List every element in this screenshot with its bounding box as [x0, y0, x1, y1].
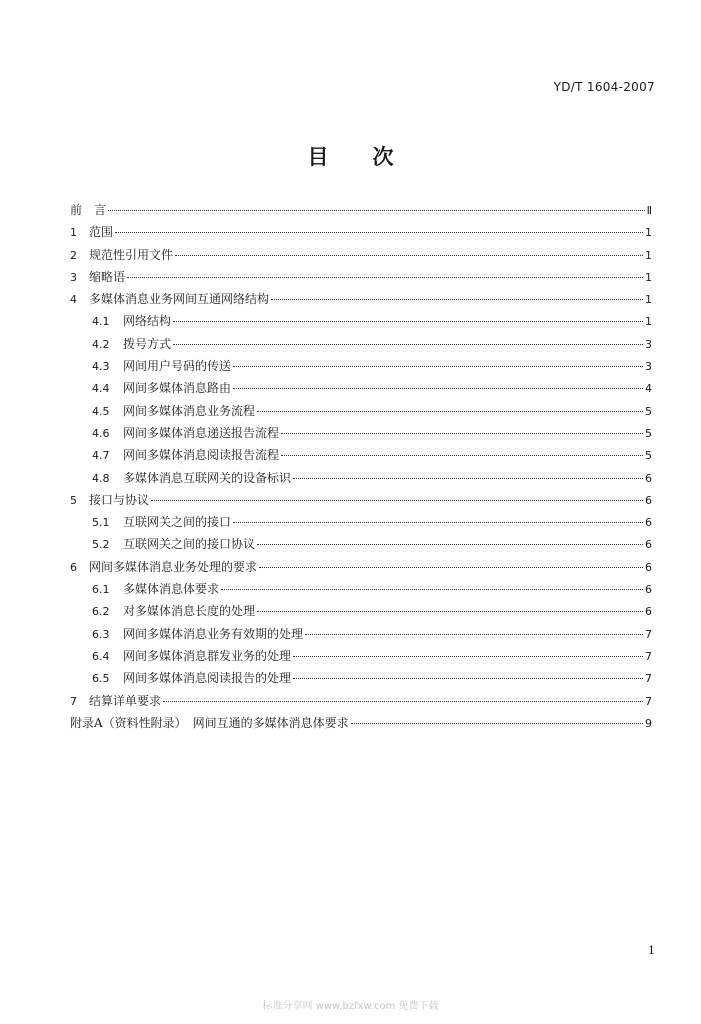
toc-entry[interactable]: [70, 580, 652, 602]
toc-entry-page: 3: [645, 360, 652, 374]
toc-entry-number: 4.2: [92, 337, 110, 351]
toc-entry-number: 6.1: [92, 583, 110, 597]
toc-entry[interactable]: [70, 268, 652, 290]
toc-entry-label: 网间多媒体消息业务处理的要求: [89, 559, 258, 574]
toc-entry[interactable]: [70, 558, 652, 580]
toc-entry[interactable]: [70, 669, 652, 691]
toc-entry-page: 1: [645, 270, 652, 284]
dot-leader: [293, 656, 643, 657]
toc-entry[interactable]: [70, 469, 652, 491]
toc-entry-label: 前 言: [70, 203, 107, 217]
toc-entry-page: Ⅱ: [646, 204, 652, 217]
toc-entry-label: 范围: [89, 225, 114, 240]
toc-entry-label: 结算详单要求: [89, 693, 162, 708]
toc-entry-page: 7: [645, 672, 652, 686]
toc-entry-number: 1: [70, 226, 77, 240]
dot-leader: [163, 701, 643, 702]
toc-entry[interactable]: [70, 602, 652, 624]
dot-leader: [281, 433, 643, 434]
dot-leader: [127, 277, 643, 278]
toc-entry-number: 4.1: [92, 315, 110, 329]
toc-entry-number: 4.5: [92, 404, 110, 418]
toc-entry-label: 网间多媒体消息递送报告流程: [123, 425, 280, 440]
toc-entry[interactable]: [70, 491, 652, 513]
toc-entry-label: 网间多媒体消息阅读报告流程: [123, 448, 280, 463]
toc-entry[interactable]: [70, 201, 652, 223]
toc-entry-page: 6: [645, 493, 652, 507]
dot-leader: [115, 232, 643, 233]
toc-entry-label: 缩略语: [89, 269, 126, 284]
toc-entry[interactable]: [70, 246, 652, 268]
toc-entry-page: 6: [645, 516, 652, 530]
toc-entry[interactable]: [70, 692, 652, 714]
toc-entry-label: 网间多媒体消息阅读报告的处理: [123, 671, 292, 686]
dot-leader: [259, 567, 643, 568]
toc-entry-label: 网间用户号码的传送: [123, 359, 232, 374]
toc-entry[interactable]: [70, 714, 652, 736]
dot-leader: [293, 478, 643, 479]
toc-entry[interactable]: [70, 312, 652, 334]
toc-entry-label: 网间多媒体消息业务流程: [123, 403, 256, 418]
toc-entry[interactable]: [70, 513, 652, 535]
toc-entry[interactable]: [70, 535, 652, 557]
toc-entry-number: 6.2: [92, 605, 110, 619]
toc-entry-label: 拨号方式: [123, 336, 172, 351]
toc-entry-label: 互联网关之间的接口: [123, 515, 232, 530]
toc-entry-number: 4.8: [92, 471, 110, 485]
dot-leader: [305, 634, 643, 635]
dot-leader: [293, 678, 643, 679]
dot-leader: [221, 589, 643, 590]
toc-entry-number: 3: [70, 270, 77, 284]
toc-entry-page: 6: [645, 471, 652, 485]
toc-entry-page: 7: [645, 627, 652, 641]
toc-entry[interactable]: [70, 446, 652, 468]
toc-entry-label: 网间多媒体消息群发业务的处理: [123, 648, 292, 663]
toc-entry-label: 网间多媒体消息路由: [123, 381, 232, 396]
dot-leader: [173, 344, 643, 345]
toc-entry-number: 6.5: [92, 672, 110, 686]
toc-entry-label: 网间多媒体消息业务有效期的处理: [123, 626, 304, 641]
toc-entry-label: 附录A（资料性附录） 网间互通的多媒体消息体要求: [70, 715, 349, 730]
toc-entry[interactable]: [70, 290, 652, 312]
toc-entry-page: 1: [645, 293, 652, 307]
dot-leader: [257, 411, 643, 412]
toc-entry[interactable]: [70, 424, 652, 446]
dot-leader: [233, 522, 643, 523]
toc-entry[interactable]: [70, 335, 652, 357]
toc-entry-number: 4.4: [92, 382, 110, 396]
toc-entry-number: 4.3: [92, 360, 110, 374]
toc-entry-number: 7: [70, 694, 77, 708]
dot-leader: [281, 455, 643, 456]
toc-entry-label: 对多媒体消息长度的处理: [123, 604, 256, 619]
title-char-2: 次: [372, 145, 394, 169]
toc-entry-page: 1: [645, 315, 652, 329]
toc-entry-page: 6: [645, 538, 652, 552]
toc-entry-page: 9: [645, 716, 652, 730]
dot-leader: [173, 321, 643, 322]
toc-entry-number: 5.1: [92, 516, 110, 530]
watermark: 标准分享网 www.bzfxw.com 免费下载: [262, 1001, 439, 1012]
toc-entry-page: 5: [645, 449, 652, 463]
dot-leader: [151, 500, 643, 501]
toc-entry-page: 6: [645, 583, 652, 597]
toc-entry-label: 互联网关之间的接口协议: [123, 537, 256, 552]
table-of-contents: [70, 201, 652, 736]
toc-entry-label: 多媒体消息业务网间互通网络结构: [89, 292, 270, 307]
toc-entry-number: 5.2: [92, 538, 110, 552]
dot-leader: [175, 255, 643, 256]
toc-entry-number: 4.6: [92, 426, 110, 440]
toc-entry[interactable]: [70, 357, 652, 379]
page-title: [0, 141, 701, 171]
toc-entry-label: 接口与协议: [89, 492, 150, 507]
toc-entry-page: 6: [645, 605, 652, 619]
toc-entry-page: 1: [645, 248, 652, 262]
toc-entry[interactable]: [70, 223, 652, 245]
page-number: 1: [648, 944, 655, 957]
dot-leader: [271, 299, 643, 300]
standard-number: YD/T 1604-2007: [553, 80, 655, 94]
toc-entry-page: 4: [645, 382, 652, 396]
dot-leader: [257, 544, 643, 545]
dot-leader: [108, 210, 645, 211]
toc-entry[interactable]: [70, 402, 652, 424]
toc-entry-page: 7: [645, 649, 652, 663]
title-char-1: 目: [307, 145, 329, 169]
dot-leader: [351, 723, 643, 724]
toc-entry[interactable]: [70, 625, 652, 647]
toc-entry-page: 5: [645, 404, 652, 418]
toc-entry-page: 7: [645, 694, 652, 708]
toc-entry-label: 规范性引用文件: [89, 247, 174, 262]
toc-entry-number: 6.3: [92, 627, 110, 641]
toc-entry[interactable]: [70, 647, 652, 669]
toc-entry-number: 6: [70, 560, 77, 574]
toc-entry-page: 3: [645, 337, 652, 351]
toc-entry-number: 6.4: [92, 649, 110, 663]
toc-entry-number: 4: [70, 293, 77, 307]
toc-entry-label: 多媒体消息体要求: [123, 582, 220, 597]
toc-entry-page: 6: [645, 560, 652, 574]
toc-entry-page: 5: [645, 426, 652, 440]
dot-leader: [257, 611, 643, 612]
toc-entry[interactable]: [70, 379, 652, 401]
dot-leader: [233, 366, 643, 367]
dot-leader: [233, 388, 643, 389]
toc-entry-page: 1: [645, 226, 652, 240]
toc-entry-label: 网络结构: [123, 314, 172, 329]
toc-entry-label: 多媒体消息互联网关的设备标识: [123, 470, 292, 485]
toc-entry-number: 5: [70, 493, 77, 507]
toc-entry-number: 4.7: [92, 449, 110, 463]
toc-entry-number: 2: [70, 248, 77, 262]
